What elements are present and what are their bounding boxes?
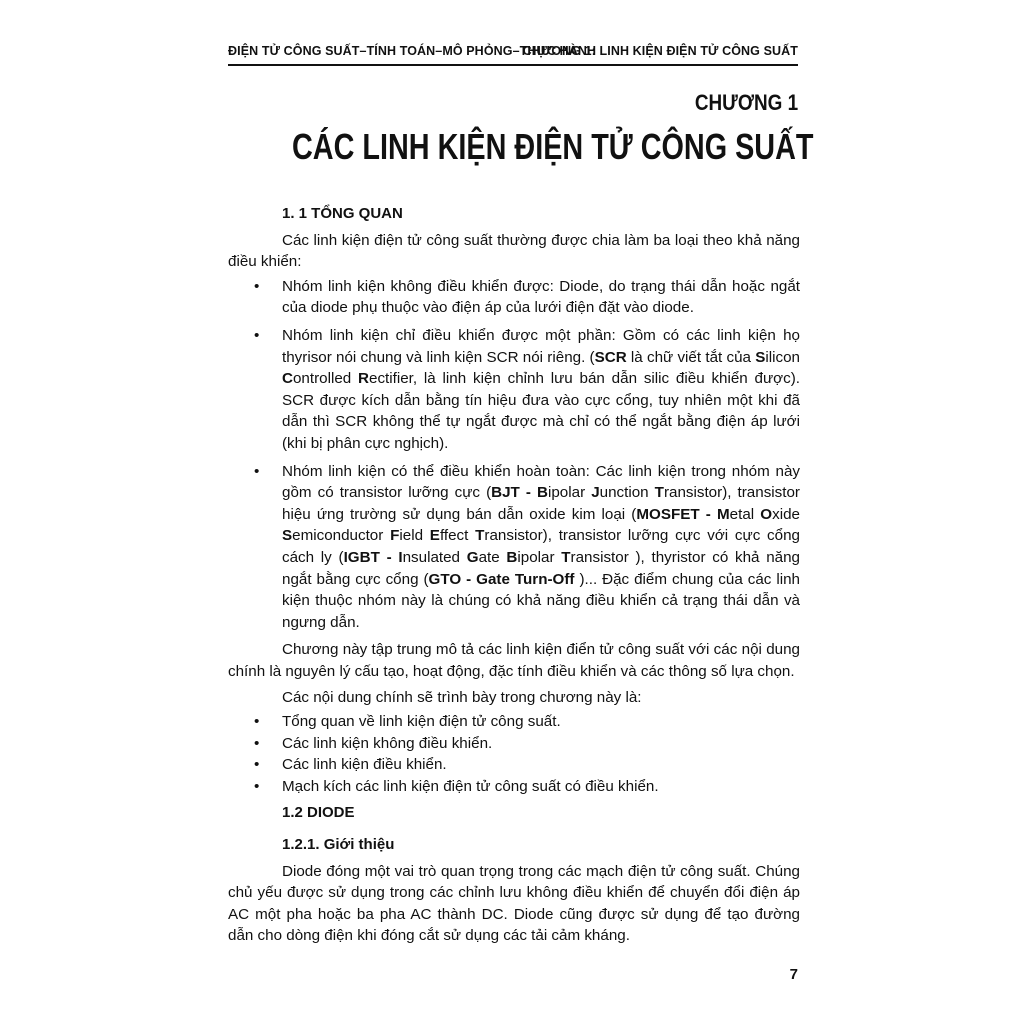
bullet-icon: • [254,734,260,752]
chapter-title: CÁC LINH KIỆN ĐIỆN TỬ CÔNG SUẤT [292,126,814,167]
list-item: • Các linh kiện không điều khiển. [228,733,800,755]
bullet-icon: • [254,756,260,774]
list-item: • Các linh kiện điều khiển. [228,754,800,776]
running-header [228,44,798,66]
list-item: • Mạch kích các linh kiện điện tử công suất có điều khiển. [228,776,800,798]
list-item: • Nhóm linh kiện có thể điều khiển hoàn toàn: Các linh kiện trong nhóm này gồm có transistor lưỡng cực (BJT - Bipolar Junction Transistor), transistor hiệu ứng trường sử dụng bán dẫn oxide kim loại (MOSFET - Metal Oxide Semiconductor Field Effect Transistor), transistor lưỡng cực với cực cổng cách ly (IGBT - Insulated Gate Bipolar Transistor ), thyristor có khả năng ngắt bằng cực cổng (GTO - Gate Turn-Off )... Đặc điểm chung của các linh kiện thuộc nhóm này là chúng có khả năng điều khiển cả trạng thái dẫn và ngưng dẫn. [254,462,800,631]
diode-paragraph: Diode đóng một vai trò quan trọng trong các mạch điện tử công suất. Chúng chủ yếu được sử dụng trong các chỉnh lưu không điều khiển để chuyển đổi điện áp AC một pha hoặc ba pha AC thành DC. Diode cũng được sử dụng để tạo đường dẫn cho dòng điện khi đóng cắt sử dụng các tải cảm kháng. [228,862,800,945]
page-body [228,203,800,947]
intro-paragraph: Các linh kiện điện tử công suất thường được chia làm ba loại theo khả năng điều khiển: [228,231,800,271]
contents-intro: Các nội dung chính sẽ trình bày trong chương này là: [282,689,642,707]
list-item: • Tổng quan về linh kiện điện tử công suất. [228,711,800,733]
bullet-icon: • [254,326,260,344]
chapter-focus-paragraph: Chương này tập trung mô tả các linh kiện điển tử công suất với các nội dung chính là nguyên lý cấu tạo, hoạt động, đặc tính điều khiển và các thông số lựa chọn. [228,641,800,680]
section-heading-overview: 1. 1 TỔNG QUAN [282,205,403,222]
subsection-heading-intro: 1.2.1. Giới thiệu [282,836,395,854]
bullet-icon: • [254,277,260,295]
bullet-icon: • [254,713,260,731]
component-group-list [228,276,800,634]
bullet-icon: • [254,462,260,480]
page-number: 7 [789,966,798,983]
header-book-title: ĐIỆN TỬ CÔNG SUẤT–TÍNH TOÁN–MÔ PHỎNG–THỰC HÀNH [228,44,597,58]
list-item: • Nhóm linh kiện không điều khiển được: Diode, do trạng thái dẫn hoặc ngắt của diode phụ thuộc vào điện áp của lưới điện đặt vào diode. [254,277,800,317]
list-item: • Nhóm linh kiện chỉ điều khiển được một phần: Gồm có các linh kiện họ thyrisor nói chung và linh kiện SCR nói riêng. (SCR là chữ viết tắt của Silicon Controlled Rectifier, là linh kiện chỉnh lưu bán dẫn silic điều khiển được). SCR được kích dẫn bằng tín hiệu đưa vào cực cổng, tuy nhiên một khi đã dẫn thì SCR không thể tự ngắt được mà chỉ có thể ngắt bằng điện áp lưới (khi bị phân cực nghịch). [254,326,800,452]
chapter-number: CHƯƠNG 1 [694,90,798,115]
header-chapter-title: CHƯƠNG 1: LINH KIỆN ĐIỆN TỬ CÔNG SUẤT [522,44,798,58]
chapter-contents-list [228,711,800,797]
bullet-icon: • [254,777,260,795]
section-heading-diode: 1.2 DIODE [282,804,355,822]
